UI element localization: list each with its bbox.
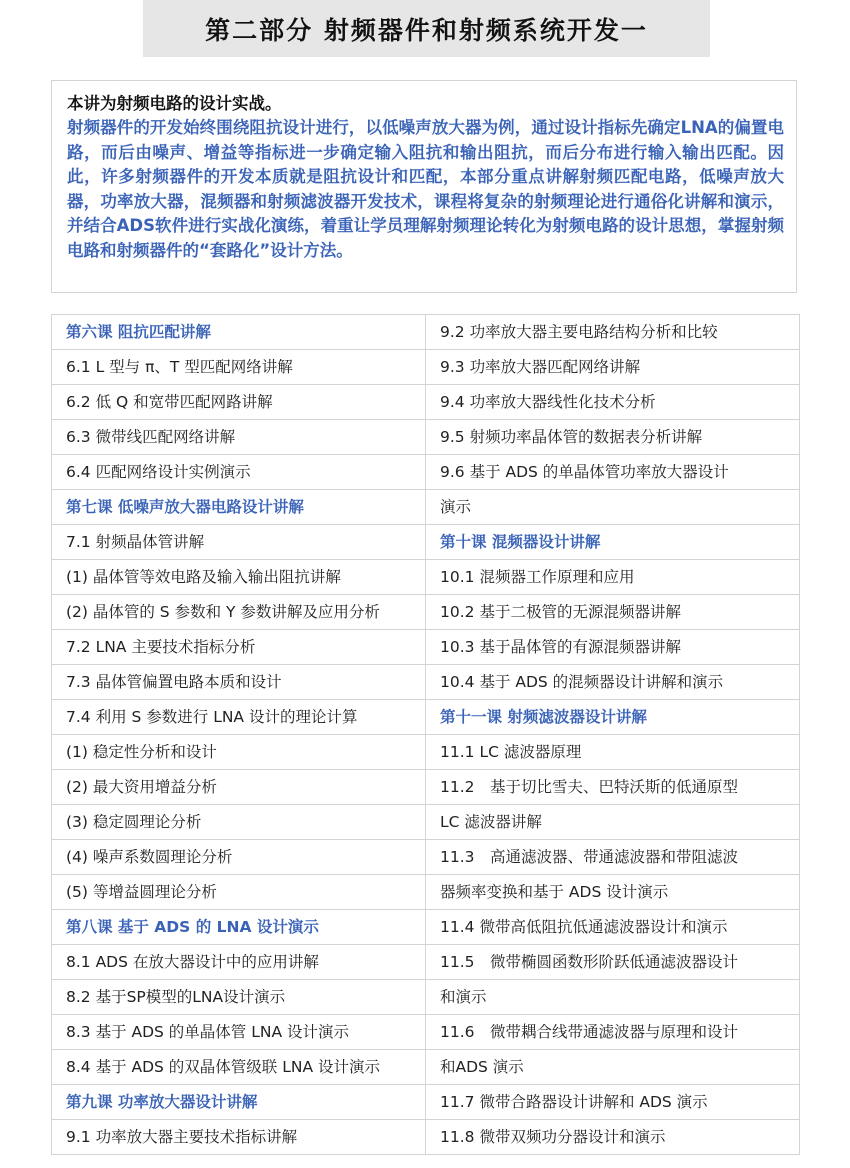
table-row <box>52 455 800 490</box>
topic-item: 8.1 ADS 在放大器设计中的应用讲解 <box>52 945 426 980</box>
topic-item: LC 滤波器讲解 <box>426 805 800 840</box>
topic-item: 9.1 功率放大器主要技术指标讲解 <box>52 1120 426 1155</box>
topic-item: 8.2 基于SP模型的LNA设计演示 <box>52 980 426 1015</box>
section-header <box>143 0 710 57</box>
topic-item: 9.5 射频功率晶体管的数据表分析讲解 <box>426 420 800 455</box>
table-row <box>52 735 800 770</box>
topic-item: 8.3 基于 ADS 的单晶体管 LNA 设计演示 <box>52 1015 426 1050</box>
topic-item: 11.1 LC 滤波器原理 <box>426 735 800 770</box>
table-row <box>52 595 800 630</box>
table-row <box>52 560 800 595</box>
topic-item: 7.3 晶体管偏置电路本质和设计 <box>52 665 426 700</box>
topic-item: (1) 晶体管等效电路及输入输出阻抗讲解 <box>52 560 426 595</box>
topic-item: 6.1 L 型与 π、T 型匹配网络讲解 <box>52 350 426 385</box>
lesson-heading: 第七课 低噪声放大器电路设计讲解 <box>52 490 426 525</box>
table-row <box>52 1050 800 1085</box>
table-row <box>52 385 800 420</box>
topic-item: 11.2 基于切比雪夫、巴特沃斯的低通原型 <box>426 770 800 805</box>
table-row <box>52 1085 800 1120</box>
topic-item: (3) 稳定圆理论分析 <box>52 805 426 840</box>
topic-item: 10.1 混频器工作原理和应用 <box>426 560 800 595</box>
topic-item: 11.3 高通滤波器、带通滤波器和带阻滤波 <box>426 840 800 875</box>
table-row <box>52 315 800 350</box>
topic-item: 和ADS 演示 <box>426 1050 800 1085</box>
table-row <box>52 350 800 385</box>
topic-item: 11.4 微带高低阻抗低通滤波器设计和演示 <box>426 910 800 945</box>
topic-item: 9.6 基于 ADS 的单晶体管功率放大器设计 <box>426 455 800 490</box>
topic-item: 7.4 利用 S 参数进行 LNA 设计的理论计算 <box>52 700 426 735</box>
lesson-heading: 第十课 混频器设计讲解 <box>426 525 800 560</box>
intro-body: 射频器件的开发始终围绕阻抗设计进行，以低噪声放大器为例，通过设计指标先确定LNA的偏置电路，而后由噪声、增益等指标进一步确定输入阻抗和输出阻抗，而后分布进行输入输出匹配。因此，许多射频器件的开发本质就是阻抗设计和匹配，本部分重点讲解射频匹配电路，低噪声放大器，功率放大器，混频器和射频滤波器开发技术，课程将复杂的射频理论进行通俗化讲解和演示，并结合ADS软件进行实战化演练，着重让学员理解射频理论转化为射频电路的设计思想，掌握射频电路和射频器件的“套路化”设计方法。 <box>67 118 784 260</box>
course-table-body <box>52 315 800 1155</box>
lesson-heading: 第九课 功率放大器设计讲解 <box>52 1085 426 1120</box>
table-row <box>52 875 800 910</box>
table-row <box>52 910 800 945</box>
table-row <box>52 525 800 560</box>
topic-item: (1) 稳定性分析和设计 <box>52 735 426 770</box>
topic-item: (2) 晶体管的 S 参数和 Y 参数讲解及应用分析 <box>52 595 426 630</box>
topic-item: 11.6 微带耦合线带通滤波器与原理和设计 <box>426 1015 800 1050</box>
lesson-heading: 第十一课 射频滤波器设计讲解 <box>426 700 800 735</box>
topic-item: 7.1 射频晶体管讲解 <box>52 525 426 560</box>
table-row <box>52 700 800 735</box>
table-row <box>52 840 800 875</box>
page-title: 第二部分 射频器件和射频系统开发一 <box>205 15 648 45</box>
topic-item: 10.4 基于 ADS 的混频器设计讲解和演示 <box>426 665 800 700</box>
topic-item: 9.4 功率放大器线性化技术分析 <box>426 385 800 420</box>
topic-item: 11.8 微带双频功分器设计和演示 <box>426 1120 800 1155</box>
table-row <box>52 665 800 700</box>
topic-item: 9.3 功率放大器匹配网络讲解 <box>426 350 800 385</box>
table-row <box>52 490 800 525</box>
table-row <box>52 630 800 665</box>
lesson-heading: 第八课 基于 ADS 的 LNA 设计演示 <box>52 910 426 945</box>
intro-lead: 本讲为射频电路的设计实战。 <box>67 94 282 113</box>
topic-item: 演示 <box>426 490 800 525</box>
topic-item: 10.3 基于晶体管的有源混频器讲解 <box>426 630 800 665</box>
topic-item: 11.5 微带椭圆函数形阶跃低通滤波器设计 <box>426 945 800 980</box>
table-row <box>52 1015 800 1050</box>
topic-item: (4) 噪声系数圆理论分析 <box>52 840 426 875</box>
topic-item: 6.4 匹配网络设计实例演示 <box>52 455 426 490</box>
topic-item: 6.3 微带线匹配网络讲解 <box>52 420 426 455</box>
topic-item: 和演示 <box>426 980 800 1015</box>
intro-box <box>51 80 797 293</box>
table-row <box>52 980 800 1015</box>
topic-item: 10.2 基于二极管的无源混频器讲解 <box>426 595 800 630</box>
topic-item: (5) 等增益圆理论分析 <box>52 875 426 910</box>
table-row <box>52 1120 800 1155</box>
table-row <box>52 945 800 980</box>
topic-item: 9.2 功率放大器主要电路结构分析和比较 <box>426 315 800 350</box>
topic-item: 8.4 基于 ADS 的双晶体管级联 LNA 设计演示 <box>52 1050 426 1085</box>
topic-item: 器频率变换和基于 ADS 设计演示 <box>426 875 800 910</box>
table-row <box>52 420 800 455</box>
topic-item: 6.2 低 Q 和宽带匹配网路讲解 <box>52 385 426 420</box>
table-row <box>52 805 800 840</box>
table-row <box>52 770 800 805</box>
lesson-heading: 第六课 阻抗匹配讲解 <box>52 315 426 350</box>
topic-item: (2) 最大资用增益分析 <box>52 770 426 805</box>
topic-item: 7.2 LNA 主要技术指标分析 <box>52 630 426 665</box>
topic-item: 11.7 微带合路器设计讲解和 ADS 演示 <box>426 1085 800 1120</box>
course-outline-table <box>51 314 800 1155</box>
